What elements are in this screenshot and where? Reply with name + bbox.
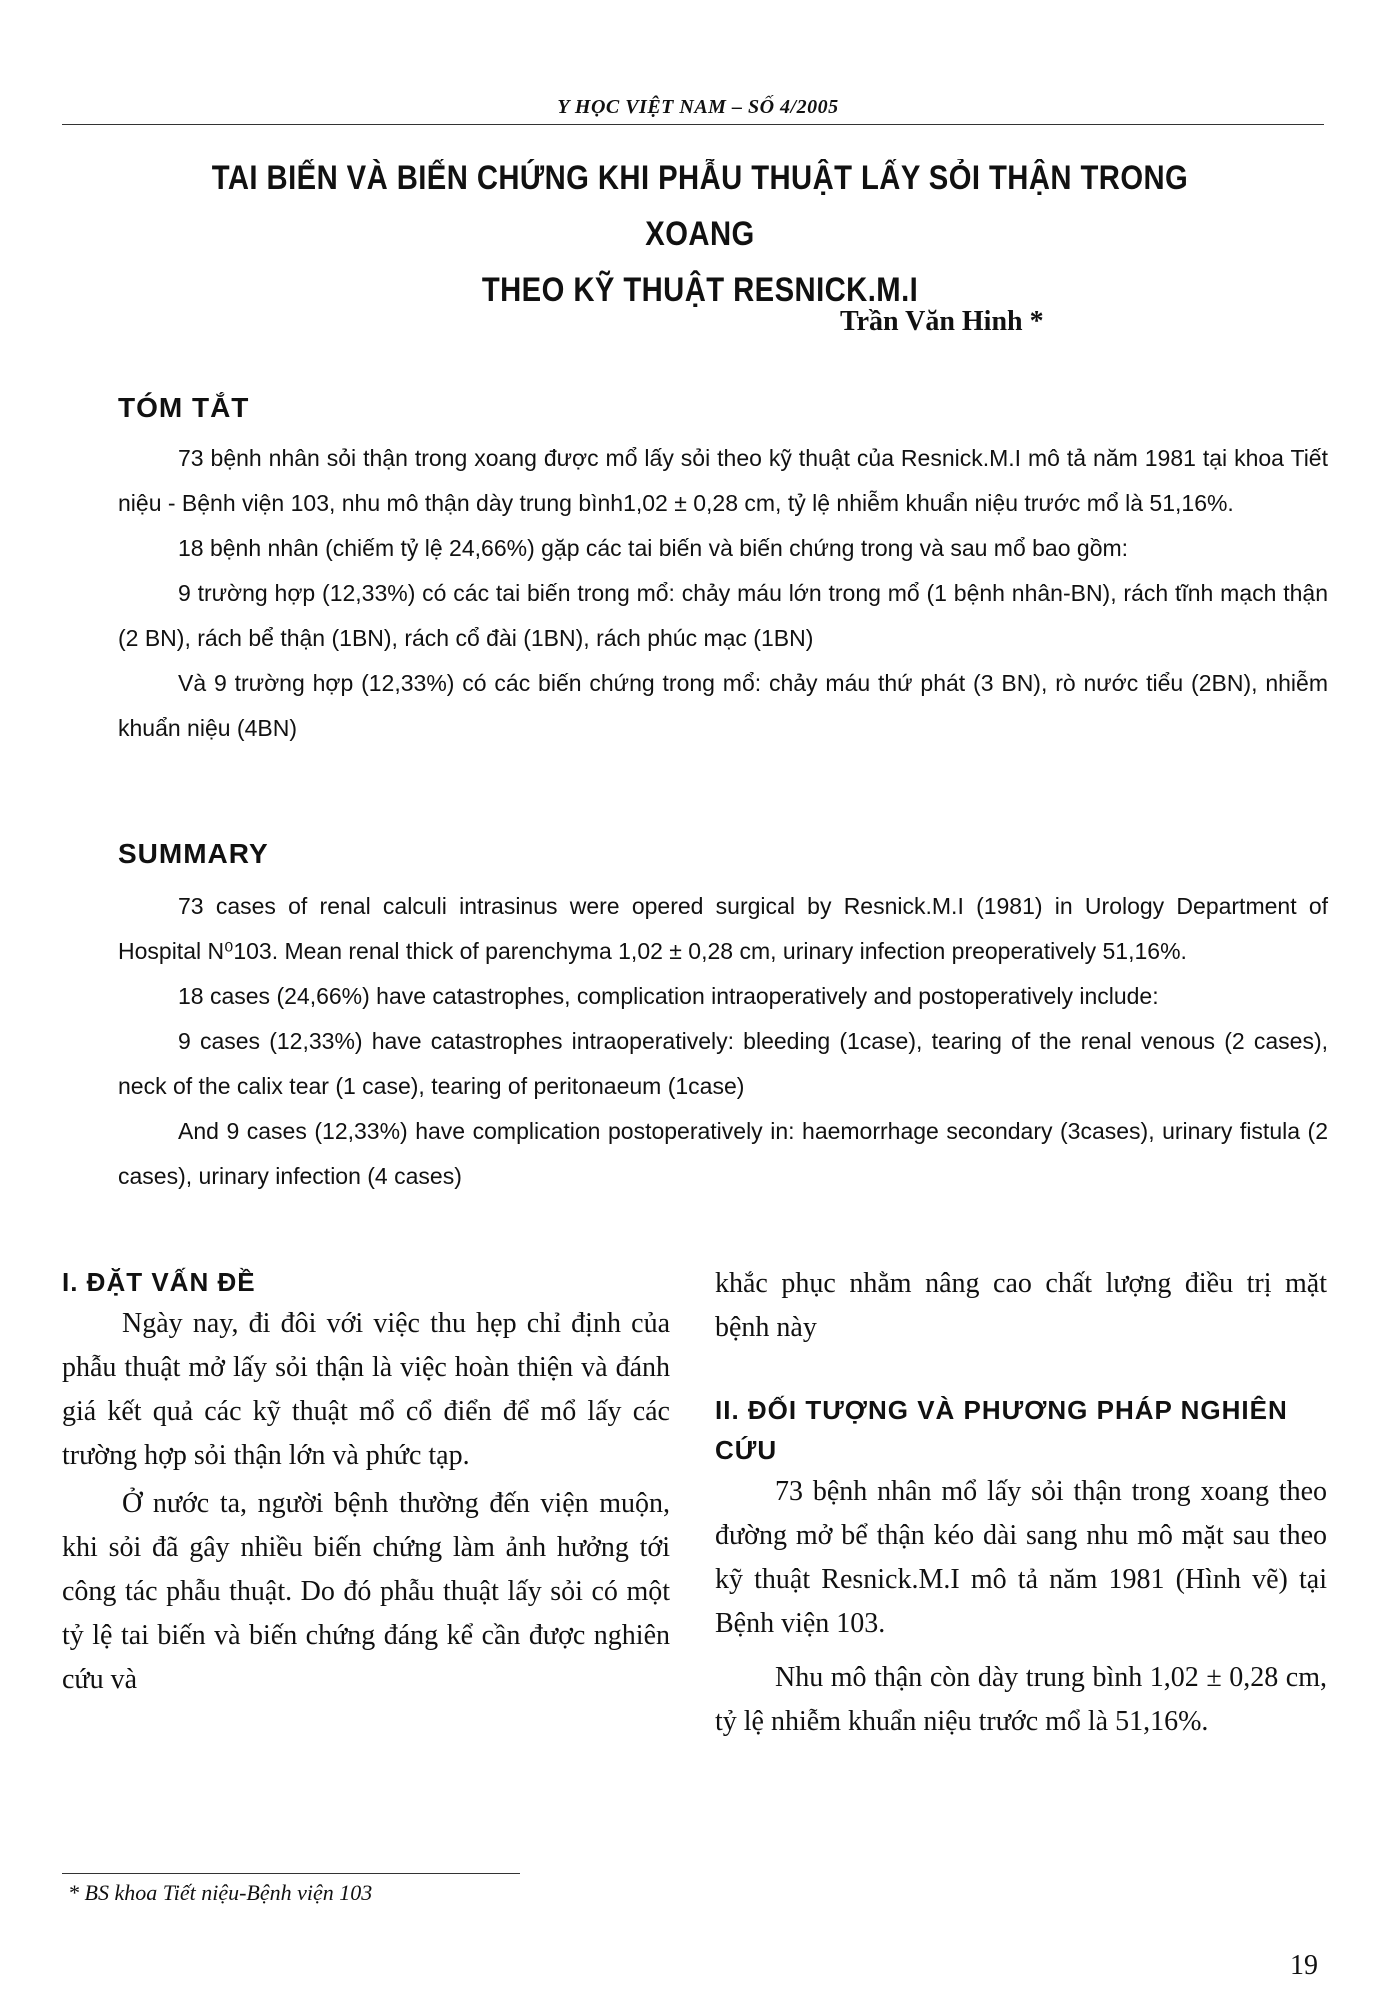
tomtat-heading: TÓM TẮT — [118, 392, 250, 423]
tomtat-abstract — [118, 436, 1328, 751]
section-1-paragraph: Ở nước ta, người bệnh thường đến viện muộn, khi sỏi đã gây nhiều biến chứng làm ảnh hưởng tới công tác phẫu thuật. Do đó phẫu thuật lấy sỏi có một tỷ lệ tai biến và biến chứng đáng kể cần được nghiên cứu và — [62, 1488, 670, 1695]
summary-abstract — [118, 884, 1328, 1199]
summary-paragraph: And 9 cases (12,33%) have complication postoperatively in: haemorrhage secondary (3cases), urinary fistula (2 cases), urinary infection (4 cases) — [118, 1118, 1328, 1189]
author: Trần Văn Hinh * — [840, 306, 1044, 337]
section-1-heading: I. ĐẶT VẤN ĐỀ — [62, 1267, 256, 1297]
section-2-paragraph: 73 bệnh nhân mổ lấy sỏi thận trong xoang theo đường mở bể thận kéo dài sang nhu mô mặt sau theo kỹ thuật Resnick.M.I mô tả năm 1981 (Hình vẽ) tại Bệnh viện 103. — [715, 1476, 1327, 1639]
left-column — [62, 1262, 670, 1702]
section-2-paragraph: Nhu mô thận còn dày trung bình 1,02 ± 0,28 cm, tỷ lệ nhiễm khuẩn niệu trước mổ là 51,16%. — [715, 1662, 1327, 1737]
page-number: 19 — [1290, 1950, 1318, 1981]
summary-paragraph: 18 cases (24,66%) have catastrophes, complication intraoperatively and postoperatively include: — [178, 983, 1159, 1009]
section-1-paragraph: Ngày nay, đi đôi với việc thu hẹp chỉ định của phẫu thuật mở lấy sỏi thận là việc hoàn thiện và đánh giá kết quả các kỹ thuật mổ cổ điển để mổ lấy các trường hợp sỏi thận lớn và phức tạp. — [62, 1308, 670, 1471]
summary-heading: SUMMARY — [118, 838, 269, 869]
tomtat-paragraph: Và 9 trường hợp (12,33%) có các biến chứng trong mổ: chảy máu thứ phát (3 BN), rò nước tiểu (2BN), nhiễm khuẩn niệu (4BN) — [118, 670, 1328, 741]
title-line-1: TAI BIẾN VÀ BIẾN CHỨNG KHI PHẪU THUẬT LẤY SỎI THẬN TRONG XOANG — [211, 159, 1189, 253]
right-column — [715, 1262, 1327, 1744]
summary-paragraph: 9 cases (12,33%) have catastrophes intraoperatively: bleeding (1case), tearing of the renal venous (2 cases), neck of the calix tear (1 case), tearing of peritonaeum (1case) — [118, 1028, 1328, 1099]
footnote: * BS khoa Tiết niệu-Bệnh viện 103 — [68, 1880, 373, 1905]
title-line-2: THEO KỸ THUẬT RESNICK.M.I — [481, 271, 919, 309]
section-1-paragraph-continued: khắc phục nhằm nâng cao chất lượng điều trị mặt bệnh này — [715, 1268, 1327, 1343]
running-head: Y HỌC VIỆT NAM – SỐ 4/2005 — [557, 96, 839, 118]
summary-paragraph: 73 cases of renal calculi intrasinus were opered surgical by Resnick.M.I (1981) in Urology Department of Hospital N⁰103. Mean renal thick of parenchyma 1,02 ± 0,28 cm, urinary infection preoperatively 51,16%. — [118, 893, 1328, 964]
header-rule — [62, 124, 1324, 125]
article-title — [184, 150, 1216, 318]
tomtat-paragraph: 18 bệnh nhân (chiếm tỷ lệ 24,66%) gặp các tai biến và biến chứng trong và sau mổ bao gồm: — [178, 535, 1129, 561]
tomtat-paragraph: 73 bệnh nhân sỏi thận trong xoang được mổ lấy sỏi theo kỹ thuật của Resnick.M.I mô tả năm 1981 tại khoa Tiết niệu - Bệnh viện 103, nhu mô thận dày trung bình1,02 ± 0,28 cm, tỷ lệ nhiễm khuẩn niệu trước mổ là 51,16%. — [118, 445, 1328, 516]
footnote-rule — [62, 1873, 520, 1874]
section-2-heading: II. ĐỐI TƯỢNG VÀ PHƯƠNG PHÁP NGHIÊN CỨU — [715, 1395, 1288, 1465]
tomtat-paragraph: 9 trường hợp (12,33%) có các tai biến trong mổ: chảy máu lớn trong mổ (1 bệnh nhân-BN), rách tĩnh mạch thận (2 BN), rách bể thận (1BN), rách cổ đài (1BN), rách phúc mạc (1BN) — [118, 580, 1328, 651]
